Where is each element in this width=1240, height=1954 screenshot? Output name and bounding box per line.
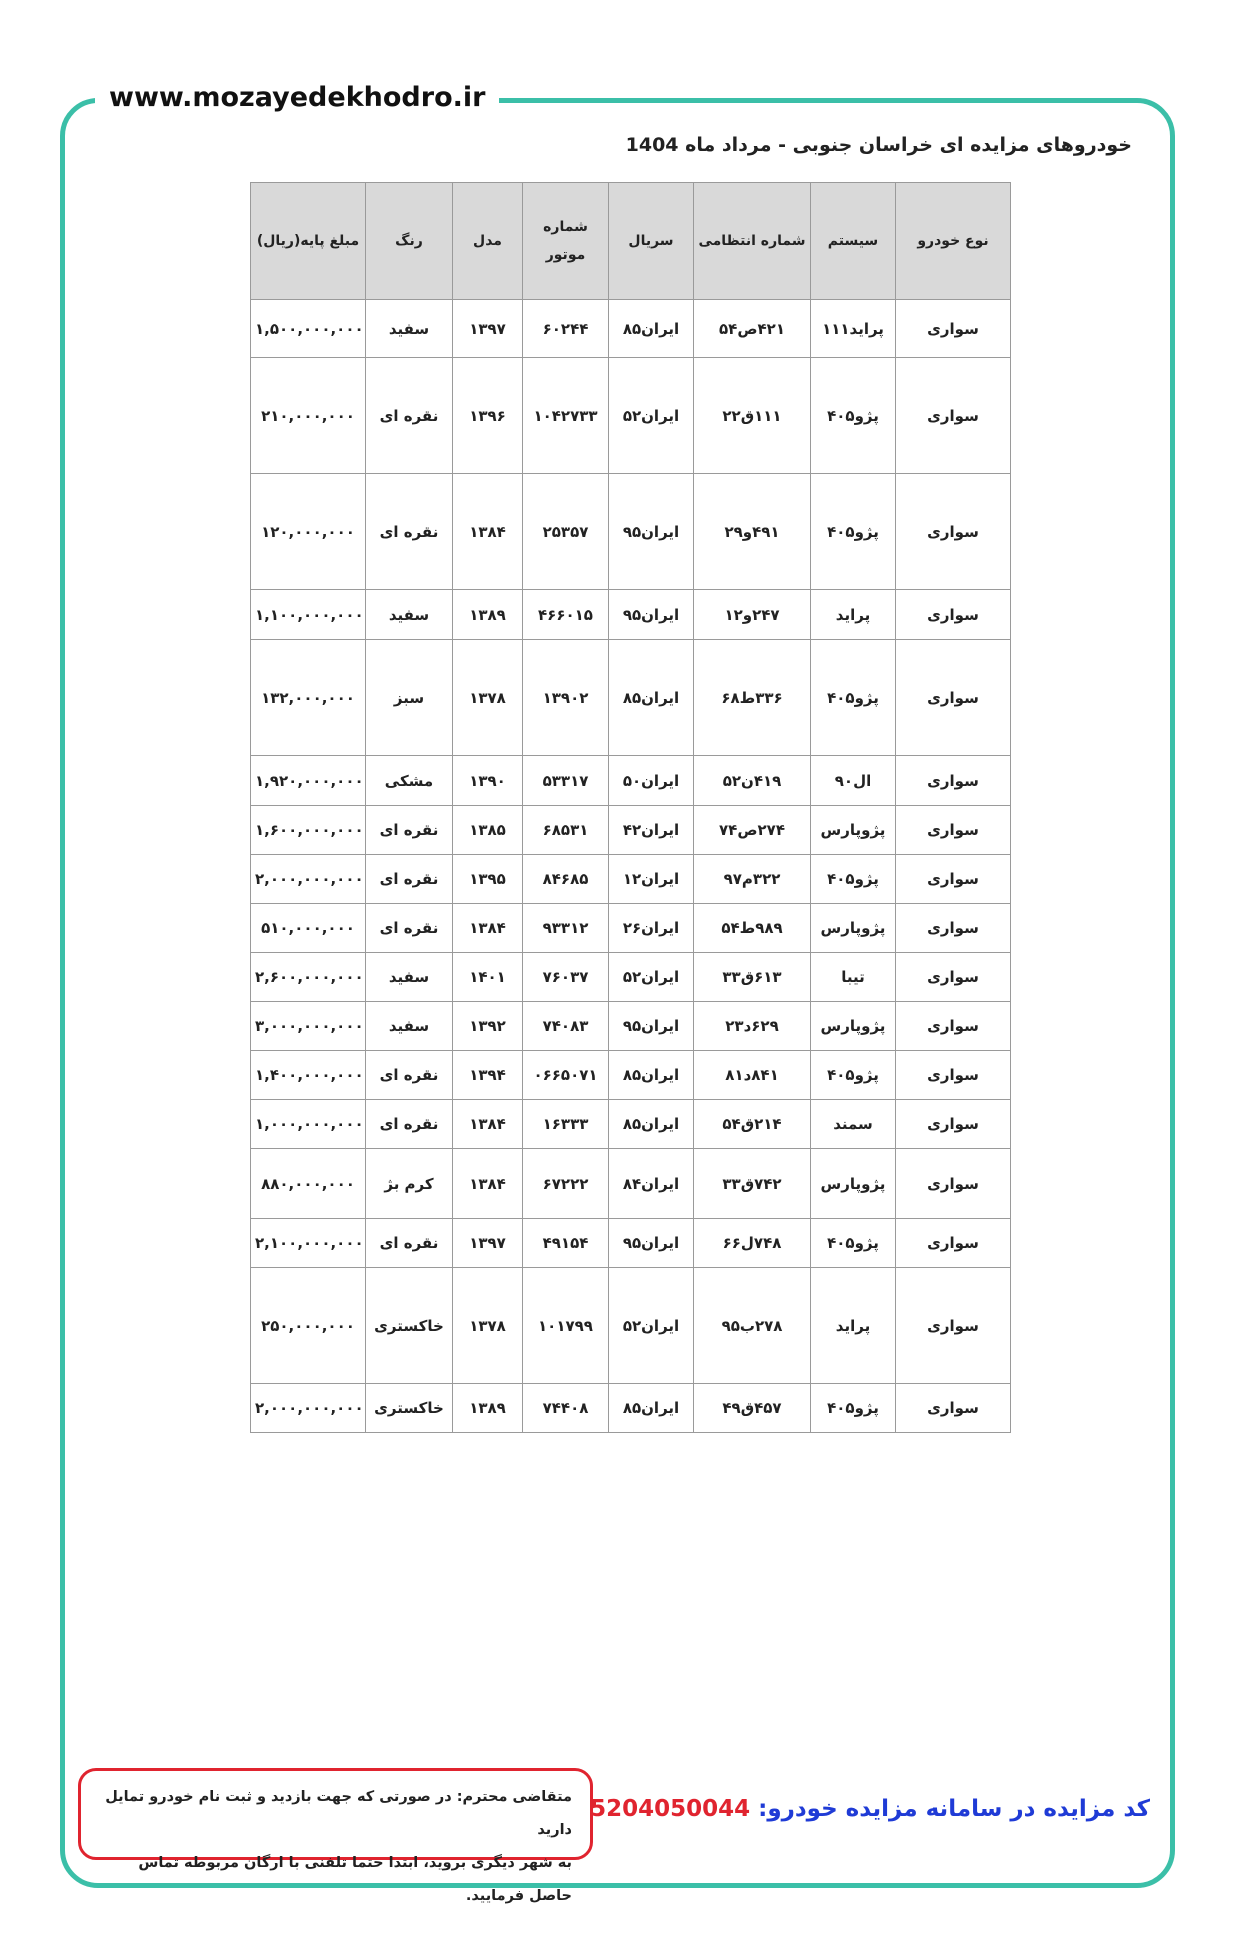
header-price: مبلغ پایه(ریال) (251, 183, 366, 300)
table-row (251, 300, 1011, 358)
cell-color: نقره ای (366, 806, 453, 855)
table-row (251, 1051, 1011, 1100)
table-body (251, 300, 1011, 1433)
cell-type: سواری (896, 1384, 1011, 1433)
cell-color: نقره ای (366, 358, 453, 474)
cell-type: سواری (896, 756, 1011, 806)
cell-serial: ایران۹۵ (609, 590, 694, 640)
cell-price: ۱,۰۰۰,۰۰۰,۰۰۰ (251, 1100, 366, 1149)
table-row (251, 474, 1011, 590)
table-row (251, 1219, 1011, 1268)
cell-price: ۲,۰۰۰,۰۰۰,۰۰۰ (251, 855, 366, 904)
cell-model: ۱۳۸۹ (453, 590, 523, 640)
cell-model: ۱۳۹۶ (453, 358, 523, 474)
table-row (251, 1384, 1011, 1433)
cell-system: تیبا (811, 953, 896, 1002)
table-row (251, 358, 1011, 474)
cell-model: ۱۳۸۴ (453, 1100, 523, 1149)
cell-price: ۸۸۰,۰۰۰,۰۰۰ (251, 1149, 366, 1219)
cell-serial: ایران۲۶ (609, 904, 694, 953)
cell-type: سواری (896, 474, 1011, 590)
cell-system: پژو۴۰۵ (811, 1384, 896, 1433)
cell-color: سفید (366, 300, 453, 358)
cell-color: مشکی (366, 756, 453, 806)
cell-serial: ایران۵۲ (609, 1268, 694, 1384)
cell-system: سمند (811, 1100, 896, 1149)
cell-engine: ۱۳۹۰۲ (523, 640, 609, 756)
cell-engine: ۴۶۶۰۱۵ (523, 590, 609, 640)
cell-model: ۱۳۸۴ (453, 904, 523, 953)
cell-price: ۱,۱۰۰,۰۰۰,۰۰۰ (251, 590, 366, 640)
cell-plate: ۴۱۹ن۵۲ (694, 756, 811, 806)
cell-plate: ۴۹۱و۲۹ (694, 474, 811, 590)
cell-serial: ایران۸۵ (609, 1100, 694, 1149)
cell-engine: ۶۷۲۲۲ (523, 1149, 609, 1219)
notice-line-2: به شهر دیگری بروید، ابتدا حتما تلفنی با ارگان مربوطه تماس حاصل فرمایید. (138, 1855, 572, 1904)
cell-color: خاکستری (366, 1268, 453, 1384)
page-title: خودروهای مزایده ای خراسان جنوبی - مرداد ماه 1404 (625, 134, 1132, 156)
header-model: مدل (453, 183, 523, 300)
cell-type: سواری (896, 1219, 1011, 1268)
cell-system: پراید (811, 1268, 896, 1384)
header-serial: سریال (609, 183, 694, 300)
cell-engine: ۹۳۳۱۲ (523, 904, 609, 953)
cell-model: ۱۳۸۴ (453, 474, 523, 590)
cell-system: پژوپارس (811, 806, 896, 855)
notice-line-1: متقاضی محترم: در صورتی که جهت بازدید و ثبت نام خودرو تمایل دارید (105, 1789, 572, 1838)
cell-price: ۱۳۲,۰۰۰,۰۰۰ (251, 640, 366, 756)
cell-serial: ایران۸۵ (609, 640, 694, 756)
cell-color: خاکستری (366, 1384, 453, 1433)
header-system: سیستم (811, 183, 896, 300)
cell-system: ال۹۰ (811, 756, 896, 806)
cell-type: سواری (896, 904, 1011, 953)
cell-engine: ۶۰۲۴۴ (523, 300, 609, 358)
cell-type: سواری (896, 953, 1011, 1002)
table-row (251, 953, 1011, 1002)
notice-box (78, 1768, 593, 1904)
table-row (251, 756, 1011, 806)
table-row (251, 1100, 1011, 1149)
cell-color: نقره ای (366, 474, 453, 590)
auction-table (250, 182, 1011, 1433)
cell-system: پژوپارس (811, 1149, 896, 1219)
cell-engine: ۷۴۰۸۳ (523, 1002, 609, 1051)
cell-engine: ۴۹۱۵۴ (523, 1219, 609, 1268)
cell-system: پژوپارس (811, 1002, 896, 1051)
cell-type: سواری (896, 358, 1011, 474)
table-row (251, 855, 1011, 904)
cell-price: ۵۱۰,۰۰۰,۰۰۰ (251, 904, 366, 953)
header-plate: شماره انتظامی (694, 183, 811, 300)
cell-type: سواری (896, 855, 1011, 904)
cell-engine: ۷۴۴۰۸ (523, 1384, 609, 1433)
cell-plate: ۶۲۹د۲۳ (694, 1002, 811, 1051)
cell-color: کرم بژ (366, 1149, 453, 1219)
cell-type: سواری (896, 1051, 1011, 1100)
cell-plate: ۱۱۱ق۲۲ (694, 358, 811, 474)
cell-model: ۱۳۹۲ (453, 1002, 523, 1051)
cell-plate: ۳۲۲م۹۷ (694, 855, 811, 904)
table-row (251, 1002, 1011, 1051)
cell-plate: ۸۴۱د۸۱ (694, 1051, 811, 1100)
cell-type: سواری (896, 1149, 1011, 1219)
cell-color: سبز (366, 640, 453, 756)
cell-serial: ایران۸۵ (609, 1051, 694, 1100)
cell-plate: ۲۱۴ق۵۴ (694, 1100, 811, 1149)
cell-serial: ایران۸۴ (609, 1149, 694, 1219)
cell-model: ۱۳۹۵ (453, 855, 523, 904)
table-row (251, 590, 1011, 640)
site-url: www.mozayedekhodro.ir (95, 78, 499, 118)
cell-engine: ۱۶۳۳۳ (523, 1100, 609, 1149)
cell-serial: ایران۵۲ (609, 358, 694, 474)
cell-serial: ایران۹۵ (609, 1002, 694, 1051)
cell-system: پژو۴۰۵ (811, 855, 896, 904)
cell-model: ۱۳۹۰ (453, 756, 523, 806)
cell-type: سواری (896, 806, 1011, 855)
auction-code-label: کد مزایده در سامانه مزایده خودرو: (750, 1796, 1150, 1822)
cell-model: ۱۴۰۱ (453, 953, 523, 1002)
cell-engine: ۲۵۳۵۷ (523, 474, 609, 590)
cell-price: ۱,۵۰۰,۰۰۰,۰۰۰ (251, 300, 366, 358)
cell-system: پژو۴۰۵ (811, 474, 896, 590)
cell-engine: ۷۶۰۳۷ (523, 953, 609, 1002)
table-header-row (251, 183, 1011, 300)
auction-table-container (250, 182, 990, 1433)
cell-serial: ایران۹۵ (609, 1219, 694, 1268)
cell-price: ۳,۰۰۰,۰۰۰,۰۰۰ (251, 1002, 366, 1051)
header-color: رنگ (366, 183, 453, 300)
cell-plate: ۲۷۸ب۹۵ (694, 1268, 811, 1384)
cell-type: سواری (896, 1100, 1011, 1149)
cell-system: پراید۱۱۱ (811, 300, 896, 358)
cell-engine: ۵۳۳۱۷ (523, 756, 609, 806)
table-row (251, 806, 1011, 855)
table-row (251, 1268, 1011, 1384)
table-row (251, 640, 1011, 756)
cell-price: ۲,۰۰۰,۰۰۰,۰۰۰ (251, 1384, 366, 1433)
cell-serial: ایران۸۵ (609, 1384, 694, 1433)
cell-model: ۱۳۹۷ (453, 300, 523, 358)
cell-serial: ایران۵۲ (609, 953, 694, 1002)
cell-price: ۲,۱۰۰,۰۰۰,۰۰۰ (251, 1219, 366, 1268)
cell-price: ۱,۴۰۰,۰۰۰,۰۰۰ (251, 1051, 366, 1100)
cell-model: ۱۳۸۵ (453, 806, 523, 855)
cell-system: پژوپارس (811, 904, 896, 953)
cell-color: نقره ای (366, 1051, 453, 1100)
cell-model: ۱۳۹۴ (453, 1051, 523, 1100)
cell-type: سواری (896, 1268, 1011, 1384)
cell-plate: ۴۵۷ق۴۹ (694, 1384, 811, 1433)
cell-price: ۱۲۰,۰۰۰,۰۰۰ (251, 474, 366, 590)
cell-system: پژو۴۰۵ (811, 640, 896, 756)
cell-system: پژو۴۰۵ (811, 358, 896, 474)
cell-color: نقره ای (366, 855, 453, 904)
cell-plate: ۷۴۸ل۶۶ (694, 1219, 811, 1268)
cell-engine: ۸۴۶۸۵ (523, 855, 609, 904)
cell-engine: ۰۶۶۵۰۷۱ (523, 1051, 609, 1100)
cell-plate: ۴۲۱ص۵۴ (694, 300, 811, 358)
cell-model: ۱۳۷۸ (453, 1268, 523, 1384)
cell-price: ۲۵۰,۰۰۰,۰۰۰ (251, 1268, 366, 1384)
table-row (251, 904, 1011, 953)
cell-price: ۱,۶۰۰,۰۰۰,۰۰۰ (251, 806, 366, 855)
cell-system: پراید (811, 590, 896, 640)
cell-model: ۱۳۹۷ (453, 1219, 523, 1268)
cell-model: ۱۳۷۸ (453, 640, 523, 756)
cell-serial: ایران۴۲ (609, 806, 694, 855)
cell-engine: ۶۸۵۳۱ (523, 806, 609, 855)
cell-plate: ۶۱۳ق۳۳ (694, 953, 811, 1002)
cell-serial: ایران۹۵ (609, 474, 694, 590)
table-row (251, 1149, 1011, 1219)
header-engine: شماره موتور (523, 183, 609, 300)
cell-model: ۱۳۸۴ (453, 1149, 523, 1219)
cell-price: ۲۱۰,۰۰۰,۰۰۰ (251, 358, 366, 474)
cell-serial: ایران۸۵ (609, 300, 694, 358)
cell-price: ۲,۶۰۰,۰۰۰,۰۰۰ (251, 953, 366, 1002)
auction-code (590, 1796, 1150, 1822)
cell-plate: ۳۳۶ط۶۸ (694, 640, 811, 756)
cell-system: پژو۴۰۵ (811, 1051, 896, 1100)
cell-plate: ۲۷۴ص۷۴ (694, 806, 811, 855)
cell-plate: ۲۴۷و۱۲ (694, 590, 811, 640)
auction-code-number: 5204050044 (590, 1796, 751, 1822)
cell-serial: ایران۱۲ (609, 855, 694, 904)
cell-model: ۱۳۸۹ (453, 1384, 523, 1433)
cell-type: سواری (896, 1002, 1011, 1051)
cell-color: نقره ای (366, 1100, 453, 1149)
cell-price: ۱,۹۲۰,۰۰۰,۰۰۰ (251, 756, 366, 806)
cell-color: نقره ای (366, 1219, 453, 1268)
cell-engine: ۱۰۴۲۷۳۳ (523, 358, 609, 474)
cell-type: سواری (896, 640, 1011, 756)
cell-color: سفید (366, 1002, 453, 1051)
cell-type: سواری (896, 590, 1011, 640)
header-type: نوع خودرو (896, 183, 1011, 300)
cell-engine: ۱۰۱۷۹۹ (523, 1268, 609, 1384)
cell-color: نقره ای (366, 904, 453, 953)
cell-color: سفید (366, 590, 453, 640)
cell-color: سفید (366, 953, 453, 1002)
cell-type: سواری (896, 300, 1011, 358)
cell-system: پژو۴۰۵ (811, 1219, 896, 1268)
cell-serial: ایران۵۰ (609, 756, 694, 806)
cell-plate: ۷۴۲ق۳۳ (694, 1149, 811, 1219)
cell-plate: ۹۸۹ط۵۴ (694, 904, 811, 953)
